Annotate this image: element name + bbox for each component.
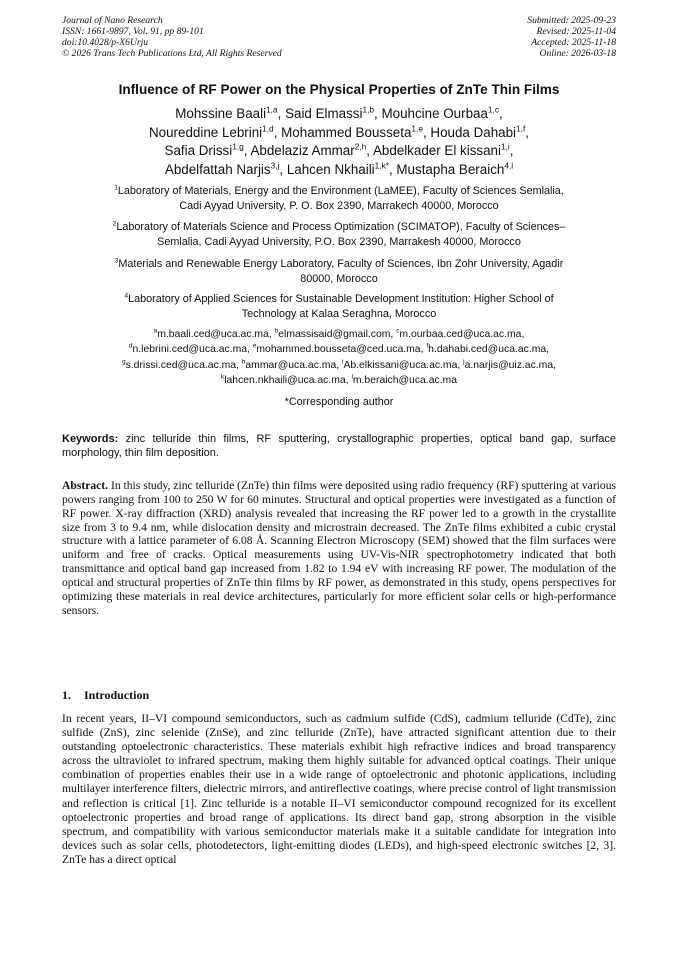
author-affiliation-mark: 1,a	[266, 104, 278, 115]
affiliation-text: Technology at Kalaa Seraghna, Morocco	[241, 307, 437, 320]
email-link[interactable]: n.lebrini.ced@uca.ac.ma	[132, 344, 248, 356]
affiliation-number: 3	[114, 257, 119, 265]
email-line: $^a$m.baali.ced@uca.ac.ma, $^b$elmassisaid@gmail.com, $^c$m.ourbaa.ced@uca.ac.ma,	[153, 327, 525, 340]
affiliation-number: 2	[112, 220, 117, 228]
email-link[interactable]: a.narjis@uiz.ac.ma	[464, 359, 554, 371]
date-submitted: Submitted: 2025-09-23	[527, 15, 616, 26]
email-link[interactable]: m.beraich@uca.ac.ma	[352, 375, 457, 387]
email-link[interactable]: m.baali.ced@uca.ac.ma	[157, 329, 269, 340]
journal-name: Journal of Nano Research	[62, 15, 163, 26]
author-name: Mohammed Bousseta	[281, 124, 412, 140]
date-online: Online: 2026-03-18	[539, 48, 616, 59]
keywords-label: Keywords:	[62, 433, 119, 445]
affiliation-text: 80000, Morocco	[300, 272, 378, 285]
email-link[interactable]: elmassisaid@gmail.com	[278, 329, 391, 340]
author-line: Mohssine Baali$^{1,a}$, Said Elmassi$^{1,b}$, Mouhcine Ourbaa$^{1,c}$,	[175, 104, 503, 121]
abstract-label: Abstract.	[62, 479, 109, 492]
journal-info	[62, 15, 282, 59]
journal-header	[62, 15, 616, 59]
email-link[interactable]: lahcen.nkhaili@uca.ac.ma	[224, 375, 346, 387]
affiliation-number: 4	[124, 292, 129, 300]
corresponding-author-note: *Corresponding author	[284, 396, 394, 408]
affiliation-4	[62, 292, 616, 321]
author-line: Noureddine Lebrini$^{1,d}$, Mohammed Bousseta$^{1,e}$, Houda Dahabi$^{1,f}$,	[148, 123, 529, 140]
author-affiliation-mark: 1,f	[516, 123, 526, 134]
author-affiliation-mark: 4,l	[504, 160, 514, 171]
publication-dates	[527, 15, 616, 59]
email-link[interactable]: m.ourbaa.ced@uca.ac.ma	[399, 329, 522, 340]
abstract-paragraph	[62, 479, 616, 617]
keywords-paragraph	[62, 432, 616, 461]
author-affiliation-mark: 1,c	[487, 104, 499, 115]
author-name: Said Elmassi	[285, 106, 363, 121]
author-affiliation-mark: 1,g	[232, 141, 244, 152]
email-line: $^d$n.lebrini.ced@uca.ac.ma, $^e$mohammed.bousseta@ced.uca.ma, $^f$h.dahabi.ced@uca.ac.ma,	[128, 342, 550, 356]
author-name: Mustapha Beraich	[396, 161, 505, 177]
keywords-text: zinc telluride thin films, RF sputtering, crystallographic properties, optical band gap, surface morphology, thin film deposition.	[62, 433, 616, 460]
email-link[interactable]: Ab.elkissani@uca.ac.ma	[343, 359, 458, 371]
author-name: Abdelaziz Ammar	[250, 143, 355, 159]
affiliation-text: Laboratory of Materials Science and Process Optimization (SCIMATOP), Faculty of Sciences–	[116, 221, 566, 233]
author-affiliation-mark: 1,i	[500, 141, 510, 152]
abstract-text: In this study, zinc telluride (ZnTe) thin films were deposited using radio frequency (RF) sputtering at various powers ranging from 100 to 250 W for 60 minutes. Structural and optical properties were investigated as a function of RF power. X-ray diffraction (XRD) analysis revealed that increasing the RF power led to a growth in the crystallite size from 3 to 9.4 nm, while dislocation density and microstrain decreased. The ZnTe films exhibited a cubic crystal structure with a lattice parameter of 6.08 Å. Scanning Electron Microscopy (SEM) showed that the film surfaces were uniform and free of cracks. Optical measurements using UV-Vis-NIR spectrophotometry indicated that both transmittance and optical band gap increased from 1.82 to 1.94 eV with increasing RF power. The modulation of the optical and structural properties of ZnTe thin films by RF power, as demonstrated in this study, opens perspectives for optimizing these materials in real device architectures, particularly for more efficient solar cells or high-performance sensors.	[62, 479, 617, 617]
email-link[interactable]: mohammed.bousseta@ced.uca.ma	[256, 344, 421, 356]
affiliation-text: Laboratory of Applied Sciences for Sustainable Development Institution: Higher School of	[128, 293, 554, 305]
author-name: Abdelfattah Narjis	[164, 161, 271, 177]
email-list	[62, 327, 616, 389]
section-heading	[62, 688, 149, 702]
journal-copyright: © 2026 Trans Tech Publications Ltd, All Rights Reserved	[62, 48, 282, 59]
email-link[interactable]: h.dahabi.ced@uca.ac.ma	[428, 344, 547, 356]
email-link[interactable]: ammar@uca.ac.ma	[245, 359, 337, 371]
journal-issn: ISSN: 1661-9897, Vol. 91, pp 89-101	[62, 26, 204, 37]
author-affiliation-mark: 1,d	[262, 123, 274, 134]
email-line: $^k$lahcen.nkhaili@uca.ac.ma, $^l$m.beraich@uca.ac.ma	[221, 373, 457, 387]
author-affiliation-mark: 1,b	[362, 104, 375, 115]
author-name: Noureddine Lebrini	[148, 124, 263, 140]
affiliation-1	[62, 184, 616, 213]
author-name: Mohssine Baali	[175, 106, 267, 121]
affiliation-number: 1	[114, 184, 118, 192]
section-number: 1.	[62, 688, 71, 702]
email-line: $^g$s.drissi.ced@uca.ac.ma, $^h$ammar@uca.ac.ma, $^i$Ab.elkissani@uca.ac.ma, $^j$a.narjis@uiz.ac.ma,	[121, 358, 556, 371]
author-line: Safia Drissi$^{1,g}$, Abdelaziz Ammar$^{2,h}$, Abdelkader El kissani$^{1,i}$,	[164, 141, 514, 159]
affiliation-text: Laboratory of Materials, Energy and the Environment (LaMEE), Faculty of Sciences Semlalia,	[117, 185, 564, 197]
affiliation-text: Semlalia, Cadi Ayyad University, P.O. Box 2390, Marrakesh 40000, Morocco	[157, 235, 521, 248]
affiliation-text: Cadi Ayyad University, P. O. Box 2390, Marrakech 40000, Morocco	[179, 199, 499, 212]
date-accepted: Accepted: 2025-11-18	[531, 37, 616, 48]
author-affiliation-mark: 2,h	[354, 141, 367, 152]
date-revised: Revised: 2025-11-04	[536, 26, 616, 37]
author-name: Abdelkader El kissani	[372, 143, 501, 159]
author-name: Safia Drissi	[164, 143, 233, 159]
author-line: Abdelfattah Narjis$^{3,j}$, Lahcen Nkhaili$^{1,k*}$, Mustapha Beraich$^{4,l}$	[164, 160, 514, 177]
section-title: Introduction	[84, 688, 150, 702]
author-affiliation-mark: 1,e	[411, 123, 423, 134]
author-name: Lahcen Nkhaili	[286, 161, 375, 177]
author-affiliation-mark: 3,j	[270, 160, 280, 171]
affiliation-2	[62, 220, 616, 249]
author-list	[60, 105, 618, 179]
paper-title: Influence of RF Power on the Physical Properties of ZnTe Thin Films	[118, 82, 560, 97]
email-link[interactable]: s.drissi.ced@uca.ac.ma	[125, 359, 237, 371]
affiliation-3	[62, 257, 616, 286]
affiliation-text: Materials and Renewable Energy Laboratory, Faculty of Sciences, Ibn Zohr University, Agadir	[118, 258, 564, 270]
author-affiliation-mark: 1,k*	[374, 160, 389, 171]
introduction-paragraph: In recent years, II–VI compound semiconductors, such as cadmium sulfide (CdS), cadmium telluride (CdTe), zinc sulfide (ZnS), zinc selenide (ZnSe), and zinc telluride (ZnTe), have attracted significant attention due to their outstanding optoelectronic characteristics. These materials exhibit high refractive indices and broad transparency across the ultraviolet to infrared spectrum, making them highly suitable for advanced optical coatings. Their unique combination of properties enables their use in a wide range of optoelectronic and photonic applications, including multilayer interference filters, dielectric mirrors, and antireflective coatings, where precise control of light transmission and reflection is critical [1]. Zinc telluride is a notable II–VI semiconductor compound recognized for its excellent optoelectronic properties and broad range of applications. Its direct band gap, strong absorption in the visible spectrum, and compatibility with various semiconductor materials make it a suitable candidate for integration into devices such as solar cells, photodetectors, light-emitting diodes (LEDs), and high-speed electronic switches [2, 3]. ZnTe has a direct optical	[62, 712, 616, 866]
journal-doi: doi:10.4028/p-X6Urju	[62, 37, 149, 48]
author-name: Houda Dahabi	[430, 124, 517, 140]
author-name: Mouhcine Ourbaa	[381, 106, 488, 121]
